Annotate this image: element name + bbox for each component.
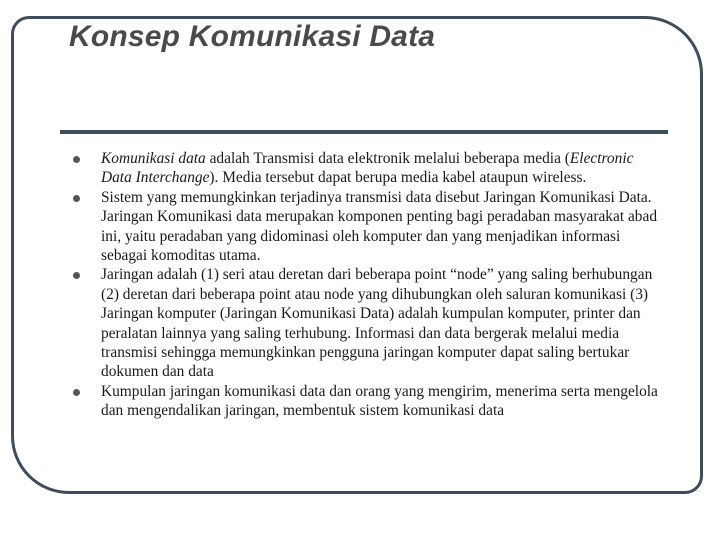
title-divider [60,130,668,134]
bullet-text-2: Sistem yang memungkinkan terjadinya transmisi data disebut Jaringan Komunikasi Data. Jaringan Komunikasi data merupakan komponen penting bagi peradaban masyarakat abad ini, yaitu peradaban yang didominasi oleh komputer dan yang menjadikan informasi sebagai komoditas utama. [101,188,658,265]
bullet-dot-icon [73,195,80,202]
bullet-text-1-part2: ). Media tersebut dapat berupa media kabel ataupun wireless. [209,169,587,187]
term-edi: Electronic Data Interchange [101,150,634,187]
bullet-dot-icon [73,389,80,396]
term-komunikasi-data: Komunikasi data [101,150,206,167]
bullet-text-1 [101,149,662,188]
bullet-text-1-part1: adalah Transmisi data elektronik melalui beberapa media ( [205,150,570,167]
bullet-item-4 [72,382,662,421]
bullet-list [72,149,662,421]
bullet-item-2 [72,188,662,266]
slide-title: Konsep Komunikasi Data [69,20,436,53]
bullet-text-4: Kumpulan jaringan komunikasi data dan orang yang mengirim, menerima serta mengelola dan mengendalikan jaringan, membentuk sistem komunikasi data [101,382,658,420]
bullet-dot-icon [73,272,80,279]
bullet-item-1 [72,149,662,188]
bullet-item-3 [72,265,662,381]
bullet-text-3: Jaringan adalah (1) seri atau deretan dari beberapa point “node” yang saling berhubungan (2) deretan dari beberapa point atau node yang dihubungkan oleh saluran komunikasi (3) Jaringan komputer (Jaringan Komunikasi Data) adalah kumpulan komputer, printer dan peralatan lainnya yang saling terhubung. Informasi dan data bergerak melalui media transmisi sehingga memungkinkan pengguna jaringan komputer dapat saling bertukar dokumen dan data [101,266,653,381]
bullet-dot-icon [73,156,80,163]
